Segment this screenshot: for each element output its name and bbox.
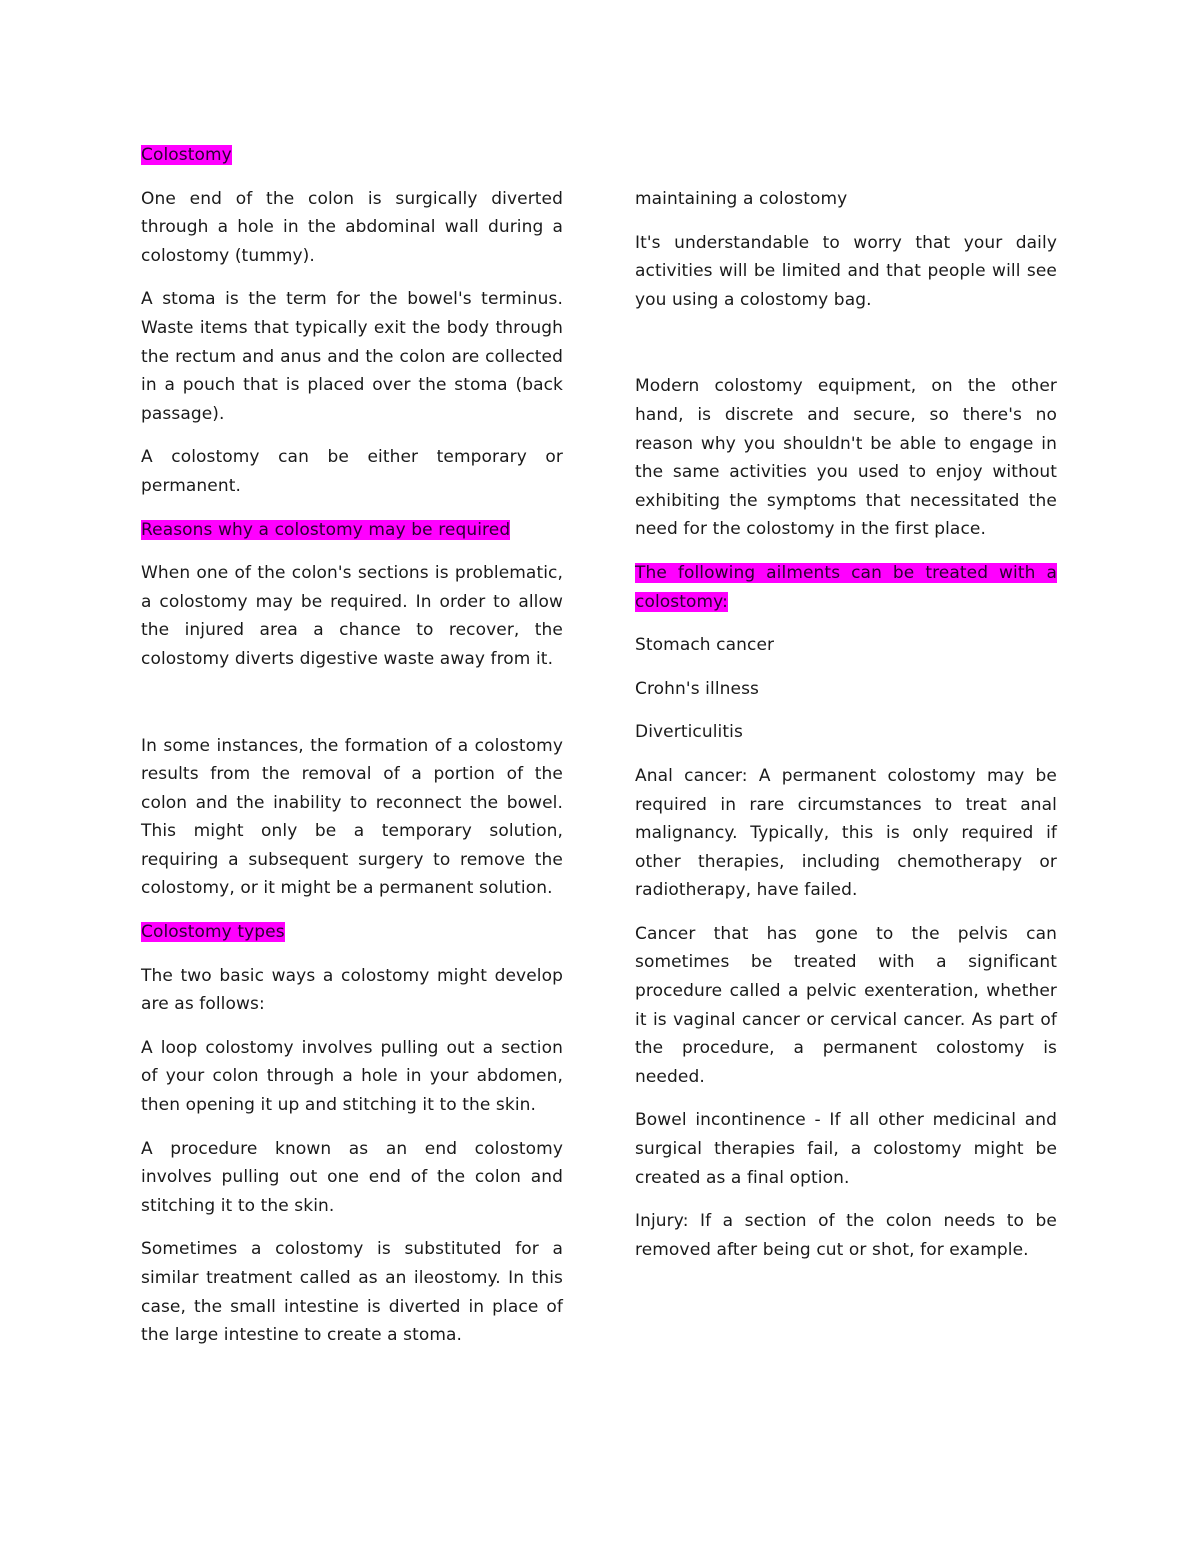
heading-colostomy bbox=[141, 141, 563, 170]
heading-reasons bbox=[141, 516, 563, 545]
paragraph: A loop colostomy involves pulling out a section of your colon through a hole in your abdomen, then opening it up and stitching it to the skin. bbox=[141, 1037, 563, 1116]
paragraph: One end of the colon is surgically diverted through a hole in the abdominal wall during a colostomy (tummy). bbox=[141, 188, 563, 266]
paragraph: Cancer that has gone to the pelvis can sometimes be treated with a significant procedure called a pelvic exenteration, whether it is vaginal cancer or cervical cancer. As part of the procedure, a permanent colostomy is needed. bbox=[635, 923, 1057, 1087]
paragraph: Injury: If a section of the colon needs to be removed after being cut or shot, for example. bbox=[635, 1211, 1057, 1260]
highlighted-heading-text: Colostomy bbox=[141, 145, 232, 165]
highlighted-heading-text: Reasons why a colostomy may be required bbox=[141, 519, 511, 540]
list-item: Stomach cancer bbox=[635, 635, 775, 656]
paragraph: It's understandable to worry that your daily activities will be limited and that people will see you using a colostomy bag. bbox=[635, 232, 1057, 310]
paragraph: A stoma is the term for the bowel's terminus. Waste items that typically exit the body through the rectum and anus and the colon are collected in a pouch that is placed over the stoma (back passage). bbox=[141, 289, 563, 424]
paragraph: Sometimes a colostomy is substituted for a similar treatment called as an ileostomy. In this case, the small intestine is diverted in place of the large intestine to create a stoma. bbox=[141, 1239, 563, 1346]
paragraph: When one of the colon's sections is problematic, a colostomy may be required. In order to allow the injured area a chance to recover, the colostomy diverts digestive waste away from it. bbox=[141, 563, 563, 669]
highlighted-heading-text: The following ailments can be treated with a colostomy: bbox=[635, 562, 1057, 612]
list-item: Crohn's illness bbox=[635, 678, 759, 699]
heading-colostomy-types bbox=[141, 918, 563, 947]
paragraph: Anal cancer: A permanent colostomy may be required in rare circumstances to treat anal malignancy. Typically, this is only required if other therapies, including chemotherapy or radiotherapy, have failed. bbox=[635, 765, 1057, 901]
left-column bbox=[141, 141, 563, 1365]
paragraph: A procedure known as an end colostomy involves pulling out one end of the colon and stitching it to the skin. bbox=[141, 1138, 563, 1216]
right-column bbox=[635, 185, 1057, 1279]
paragraph: A colostomy can be either temporary or permanent. bbox=[141, 447, 563, 496]
paragraph: In some instances, the formation of a colostomy results from the removal of a portion of the colon and the inability to reconnect the bowel. This might only be a temporary solution, requiring a subsequent surgery to remove the colostomy, or it might be a permanent solution. bbox=[141, 735, 563, 899]
paragraph: The two basic ways a colostomy might develop are as follows: bbox=[141, 965, 563, 1015]
highlighted-heading-text: Colostomy types bbox=[141, 922, 285, 943]
paragraph: Bowel incontinence - If all other medicinal and surgical therapies fail, a colostomy might be created as a final option. bbox=[635, 1110, 1057, 1188]
paragraph: maintaining a colostomy bbox=[635, 189, 848, 209]
list-item: Diverticulitis bbox=[635, 722, 743, 743]
heading-ailments bbox=[635, 559, 1057, 616]
paragraph: Modern colostomy equipment, on the other hand, is discrete and secure, so there's no reason why you shouldn't be able to engage in the same activities you used to enjoy without exhibiting the symptoms that necessitated the need for the colostomy in the first place. bbox=[635, 376, 1057, 540]
